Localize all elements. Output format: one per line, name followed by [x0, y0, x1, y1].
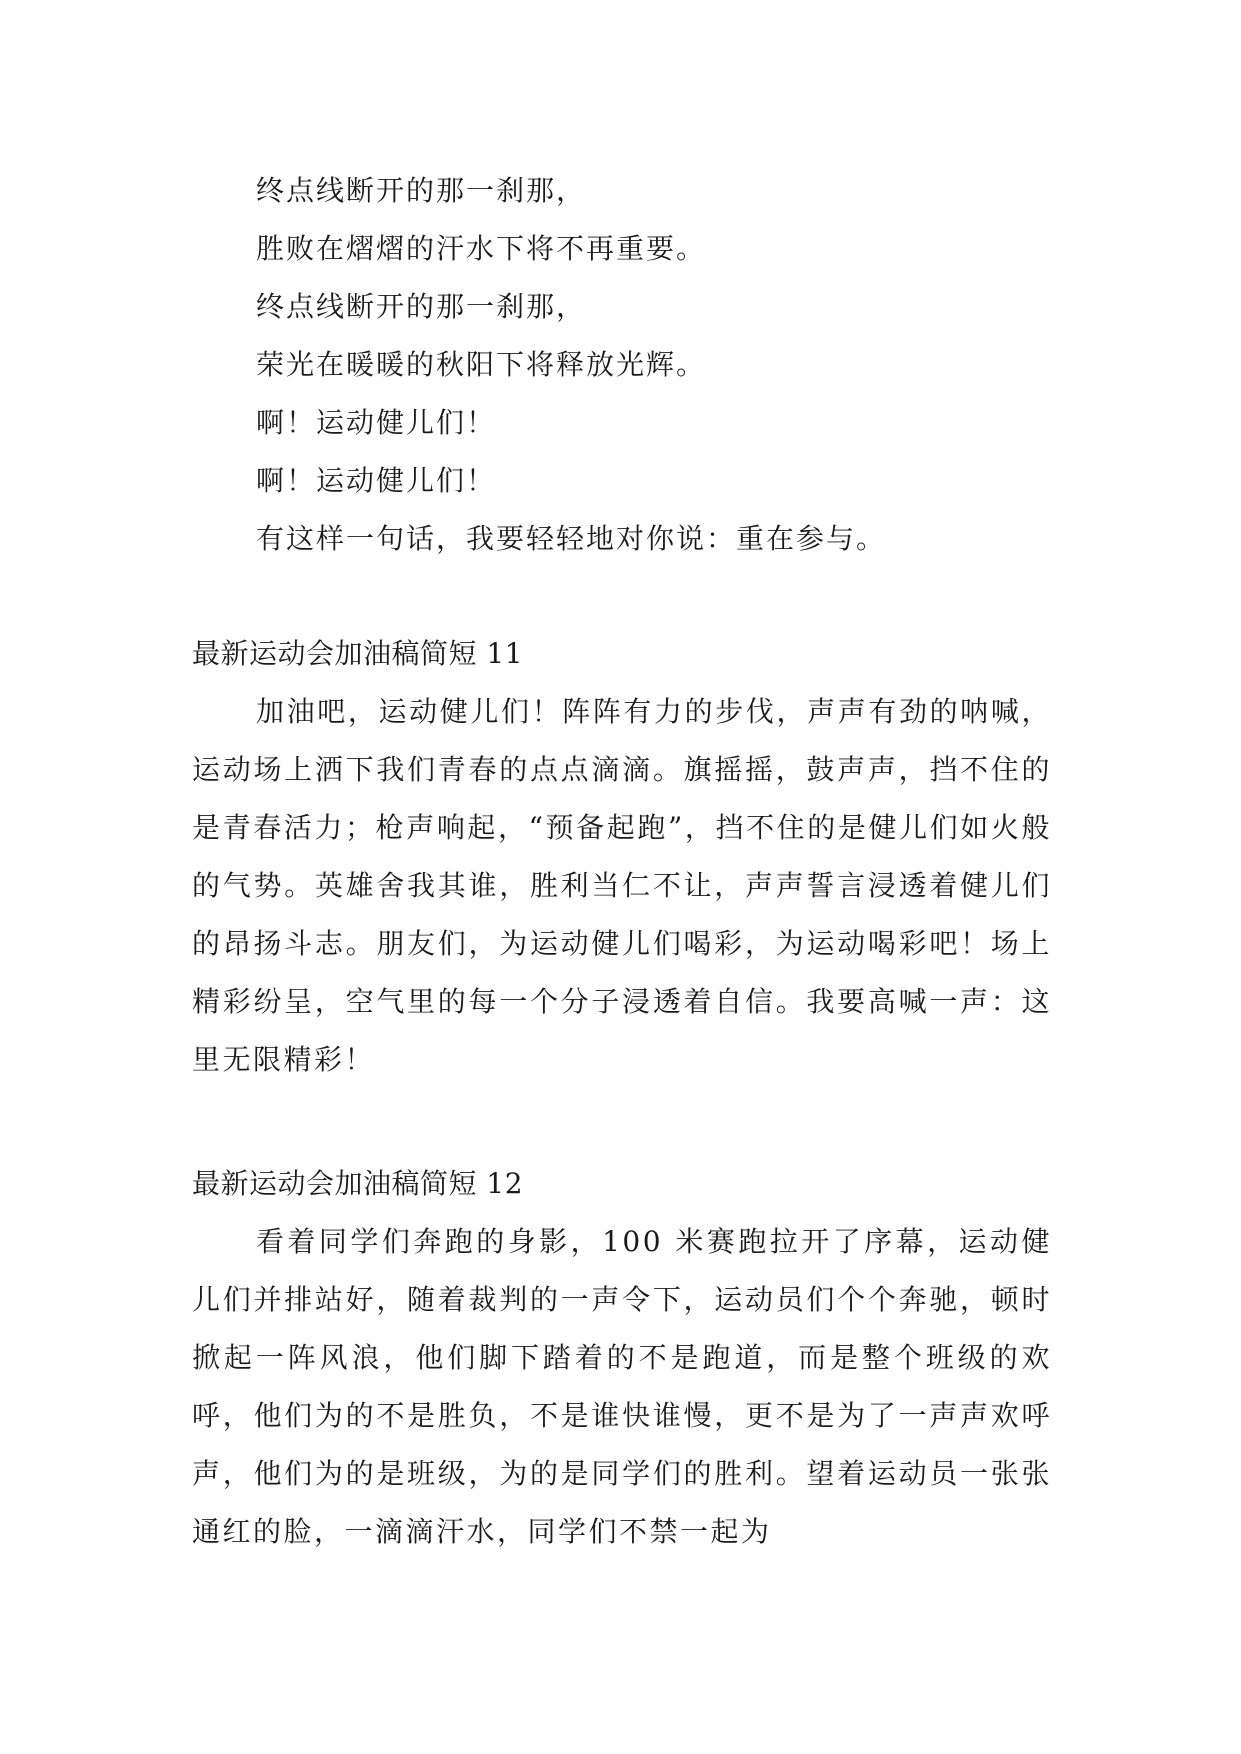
poem-line: 终点线断开的那一刹那， — [256, 290, 587, 323]
section-title: 最新运动会加油稿简短 12 — [192, 1167, 524, 1200]
poem-block — [256, 162, 886, 568]
poem-line: 啊！运动健儿们！ — [256, 406, 497, 439]
section-paragraph: 看着同学们奔跑的身影，100 米赛跑拉开了序幕，运动健儿们并排站好，随着裁判的一声令下，运动员们个个奔驰，顿时掀起一阵风浪，他们脚下踏着的不是跑道，而是整个班级的欢呼，他们为的不是胜负，不是谁快谁慢，更不是为了一声声欢呼声，他们为的是班级，为的是同学们的胜利。望着运动员一张张通红的脸，一滴滴汗水，同学们不禁一起为 — [192, 1225, 1052, 1548]
section-title: 最新运动会加油稿简短 11 — [192, 637, 524, 670]
section-12 — [192, 1155, 1052, 1561]
poem-line: 胜败在熠熠的汗水下将不再重要。 — [256, 232, 707, 265]
section-paragraph: 加油吧，运动健儿们！阵阵有力的步伐，声声有劲的呐喊，运动场上洒下我们青春的点点滴滴。旗摇摇，鼓声声，挡不住的是青春活力；枪声响起，“预备起跑”，挡不住的是健儿们如火般的气势。英雄舍我其谁，胜利当仁不让，声声誓言浸透着健儿们的昂扬斗志。朋友们，为运动健儿们喝彩，为运动喝彩吧！场上精彩纷呈，空气里的每一个分子浸透着自信。我要高喊一声：这里无限精彩！ — [192, 695, 1052, 1076]
poem-line: 有这样一句话，我要轻轻地对你说：重在参与。 — [256, 522, 887, 555]
poem-line: 啊！运动健儿们！ — [256, 464, 497, 497]
poem-line: 终点线断开的那一刹那， — [256, 174, 587, 207]
section-11 — [192, 625, 1052, 1089]
poem-line: 荣光在暖暖的秋阳下将释放光辉。 — [256, 348, 707, 381]
